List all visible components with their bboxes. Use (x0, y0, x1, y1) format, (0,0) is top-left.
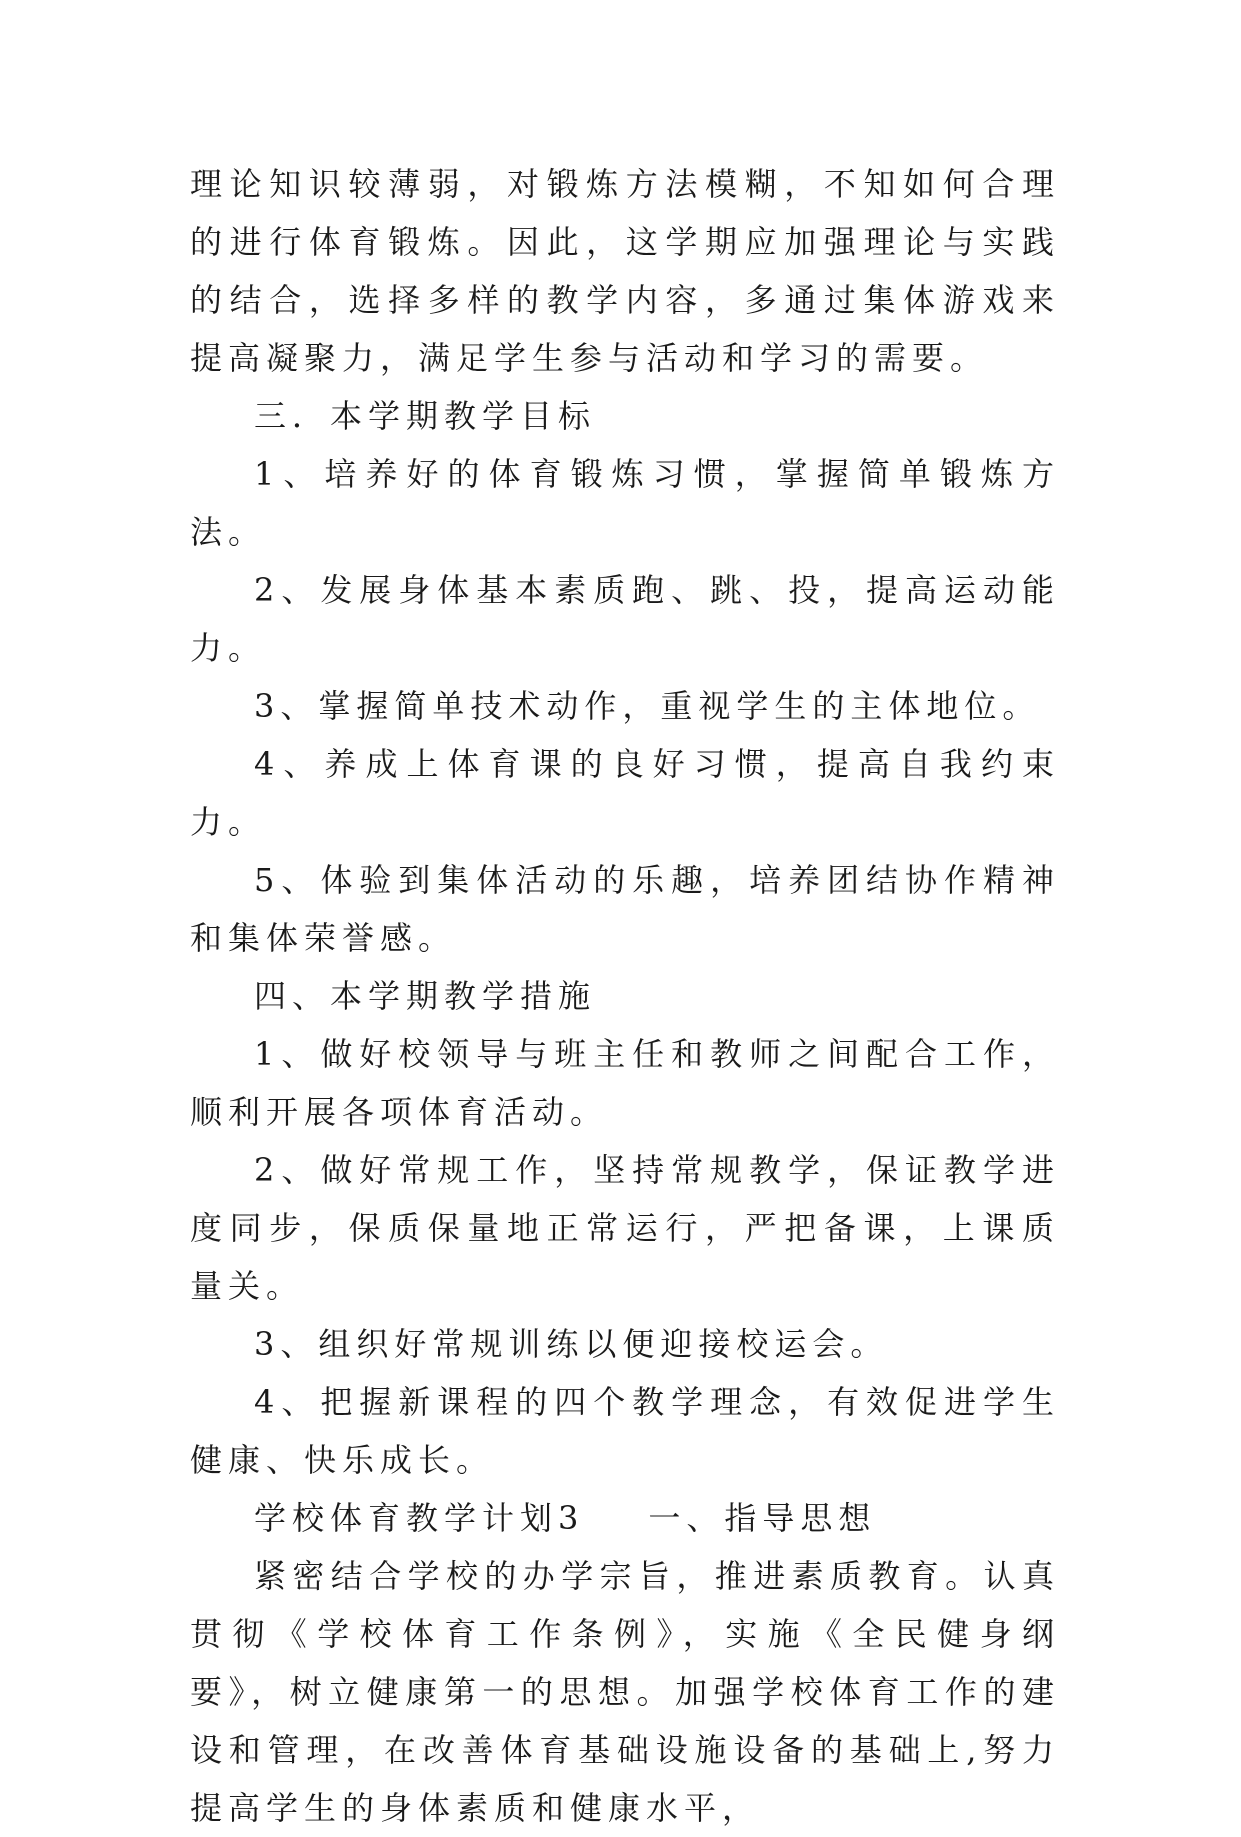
list-item: 2、做好常规工作，坚持常规教学，保证教学进度同步，保质保量地正常运行，严把备课，上课质量关。 (190, 1151, 1060, 1305)
list-item: 1、做好校领导与班主任和教师之间配合工作，顺利开展各项体育活动。 (190, 1035, 1060, 1131)
list-item: 5、体验到集体活动的乐趣，培养团结协作精神和集体荣誉感。 (190, 861, 1060, 957)
plan-heading (190, 1489, 1060, 1547)
section-heading-goals: 三．本学期教学目标 (254, 397, 597, 435)
document-body (190, 155, 1060, 1837)
plan-title: 学校体育教学计划3 (254, 1499, 585, 1537)
list-item: 4、把握新课程的四个教学理念，有效促进学生健康、快乐成长。 (190, 1383, 1060, 1479)
list-item: 4、养成上体育课的良好习惯，提高自我约束力。 (190, 745, 1060, 841)
plan-subtitle: 一、指导思想 (648, 1499, 877, 1537)
list-item: 1、培养好的体育锻炼习惯，掌握简单锻炼方法。 (190, 455, 1060, 551)
section-heading-measures: 四、本学期教学措施 (254, 977, 597, 1015)
list-item: 3、掌握简单技术动作，重视学生的主体地位。 (254, 687, 1041, 725)
paragraph: 理论知识较薄弱，对锻炼方法模糊，不知如何合理的进行体育锻炼。因此，这学期应加强理论与实践的结合，选择多样的教学内容，多通过集体游戏来提高凝聚力，满足学生参与活动和学习的需要。 (190, 165, 1060, 377)
list-item: 3、组织好常规训练以便迎接校运会。 (254, 1325, 889, 1363)
list-item: 2、发展身体基本素质跑、跳、投，提高运动能力。 (190, 571, 1060, 667)
closing-paragraph: 紧密结合学校的办学宗旨，推进素质教育。认真贯彻《学校体育工作条例》，实施《全民健身纲要》，树立健康第一的思想。加强学校体育工作的建设和管理，在改善体育基础设施设备的基础上,努力提高学生的身体素质和健康水平， (190, 1557, 1060, 1827)
